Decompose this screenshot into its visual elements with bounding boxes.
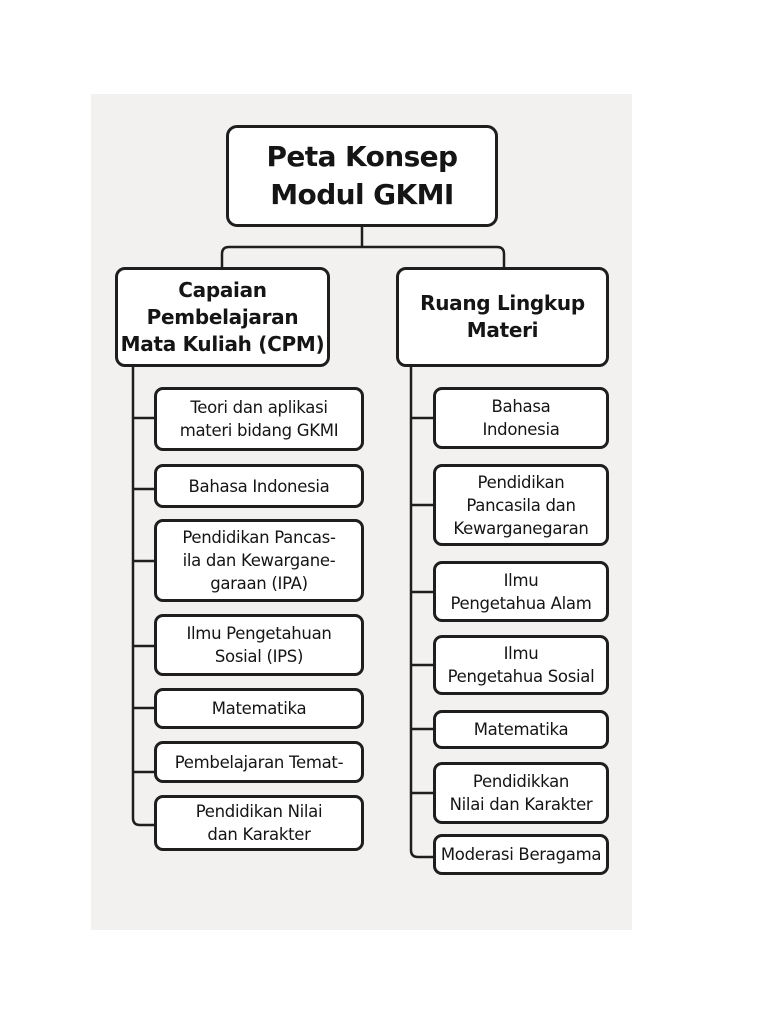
left-leaf-bahasa-indonesia: Bahasa Indonesia xyxy=(154,464,364,508)
right-leaf-ilmu-pengetahuan-alam: Ilmu Pengetahua Alam xyxy=(433,561,609,622)
left-branch-connector xyxy=(133,367,155,825)
left-leaf-teori-aplikasi: Teori dan aplikasi materi bidang GKMI xyxy=(154,387,364,451)
branch-node-capaian-pembelajaran: Capaian Pembelajaran Mata Kuliah (CPM) xyxy=(115,267,330,367)
root-node: Peta Konsep Modul GKMI xyxy=(226,125,498,227)
right-leaf-ilmu-pengetahuan-sosial: Ilmu Pengetahua Sosial xyxy=(433,635,609,695)
left-leaf-pendidikan-nilai: Pendidikan Nilai dan Karakter xyxy=(154,795,364,851)
left-leaf-pendidikan-pancasila: Pendidikan Pancas- ila dan Kewargane- garaan (IPA) xyxy=(154,519,364,602)
branch-node-ruang-lingkup: Ruang Lingkup Materi xyxy=(396,267,609,367)
left-leaf-pembelajaran-tematik: Pembelajaran Temat- xyxy=(154,741,364,783)
right-leaf-moderasi-beragama: Moderasi Beragama xyxy=(433,834,609,875)
right-leaf-pendidikan-pancasila: Pendidikan Pancasila dan Kewarganegaran xyxy=(433,464,609,546)
right-leaf-matematika: Matematika xyxy=(433,710,609,749)
left-leaf-matematika: Matematika xyxy=(154,688,364,729)
right-branch-connector xyxy=(411,366,434,857)
left-leaf-ilmu-pengetahuan-sosial: Ilmu Pengetahuan Sosial (IPS) xyxy=(154,614,364,676)
right-leaf-pendidikan-nilai: Pendidikkan Nilai dan Karakter xyxy=(433,762,609,824)
right-leaf-bahasa-indonesia: Bahasa Indonesia xyxy=(433,387,609,449)
root-connector xyxy=(222,226,504,268)
